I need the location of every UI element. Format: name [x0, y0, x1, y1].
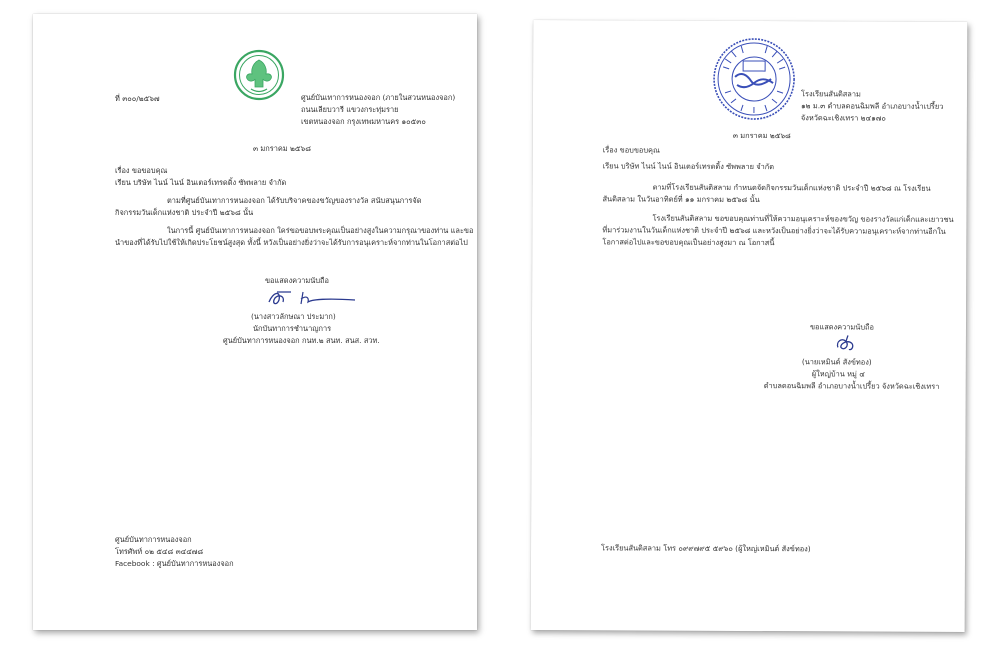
- footer-facebook: Facebook : ศูนย์บันทาการหนองจอก: [115, 559, 234, 568]
- signature-icon: [263, 286, 363, 310]
- recipient-line: เรียน บริษัท ไนน์ ไนน์ อินเตอร์เทรดดิ้ง ซัพพลาย จำกัด: [115, 178, 287, 187]
- signer-organization: ศูนย์บันทาการหนองจอก กนท.๒ สนท. สนส. สวท.: [223, 336, 380, 345]
- letter-date: ๓ มกราคม ๒๕๖๘: [253, 144, 311, 153]
- paragraph-2-line-2: นำของที่ได้รับไปใช้ให้เกิดประโยชน์สูงสุด ทั้งนี้ หวังเป็นอย่างยิ่งว่าจะได้รับการอนุเคราะห์จากท่านในโอกาสต่อไป: [115, 238, 468, 247]
- subject-line: เรื่อง ขอบขอบคุณ: [602, 145, 660, 155]
- school-name: โรงเรียนสันติสลาม: [800, 89, 861, 99]
- paragraph-2-line-3: โอกาสต่อไปและขอขอบคุณเป็นอย่างสูงมา ณ โอกาสนี้: [602, 237, 775, 248]
- paragraph-2-line-2: ที่มาร่วมงานในวันเด็กแห่งชาติ ประจำปี ๒๕๖๘ และหวังเป็นอย่างยิ่งว่าจะได้รับความอนุเคราะห์จากท่านอีกใน: [602, 225, 946, 236]
- paragraph-1-line-2: กิจกรรมวันเด็กแห่งชาติ ประจำปี ๒๕๖๘ นั้น: [115, 208, 254, 217]
- closing-line: ขอแสดงความนับถือ: [265, 276, 329, 285]
- paragraph-1-line-1: ตามที่ศูนย์บันเทาการหนองจอก ได้รับบริจาคของขวัญของรางวัล สนับสนุนการจัด: [167, 196, 422, 205]
- signer-organization: ตำบลดอนฉิมพลี อำเภอบางน้ำเปรี้ยว จังหวัดฉะเชิงเทรา: [763, 381, 940, 391]
- signer-title: นักบันทาการชำนาญการ: [253, 324, 332, 333]
- garuda-seal-icon: [233, 49, 285, 101]
- letter-bangkok-recreation-center: [33, 14, 477, 630]
- letter-santi-salam-school: [531, 20, 968, 632]
- paragraph-1-line-1: ตามที่โรงเรียนสันติสลาม กำหนดจัดกิจกรรมวันเด็กแห่งชาติ ประจำปี ๒๕๖๘ ณ โรงเรียน: [652, 182, 931, 193]
- closing-line: ขอแสดงความนับถือ: [809, 322, 874, 332]
- footer-contact: โรงเรียนสันติสลาม โทร ๐๙๙๗๙๕ ๕๙๖๐ (ผู้ใหญ่เหมินต์ สังข์ทอง): [601, 543, 811, 554]
- footer-organization: ศูนย์บันทาการหนองจอก: [115, 535, 192, 544]
- subject-line: เรื่อง ขอขอบคุณ: [115, 166, 168, 175]
- signature-icon: [832, 333, 862, 355]
- school-address-line-2: จังหวัดฉะเชิงเทรา ๒๔๑๗๐: [800, 113, 886, 123]
- sender-address-line-2: ถนนเลียบวารี แขวงกระทุ่มราย: [301, 105, 399, 114]
- signer-title: ผู้ใหญ่บ้าน หมู่ ๔: [811, 369, 865, 379]
- sender-address-line-3: เขตหนองจอก กรุงเทพมหานคร ๑๐๕๓๐: [301, 117, 426, 126]
- recipient-line: เรียน บริษัท ไนน์ ไนน์ อินเตอร์เทรดดิ้ง ซัพพลาย จำกัด: [602, 161, 775, 172]
- letter-date: ๓ มกราคม ๒๕๖๘: [732, 130, 791, 141]
- sender-address-line-1: ศูนย์บันเทาการหนองจอก (ภายในสวนหนองจอก): [301, 93, 456, 102]
- school-address-line-1: ๑๒ ม.๓ ตำบลดอนฉิมพลี อำเภอบางน้ำเปรี้ยว: [800, 101, 944, 111]
- signer-name: (นางสาวลักษณา ประมาก): [251, 312, 336, 321]
- footer-phone: โทรศัพท์ ๐๒ ๕๔๘ ๓๔๔๗๘: [115, 547, 204, 556]
- school-stamp-icon: [711, 37, 797, 121]
- paragraph-2-line-1: โรงเรียนสันติสลาม ขอขอบคุณท่านที่ให้ความอนุเคราะห์ของขวัญ ของรางวัลแก่เด็กและเยาวชน: [652, 213, 954, 224]
- paragraph-2-line-1: ในการนี้ ศูนย์บันเทาการหนองจอก ใคร่ขอขอบพระคุณเป็นอย่างสูงในความกรุณาของท่าน และขอ: [167, 226, 474, 235]
- paragraph-1-line-2: สันติสลาม ในวันอาทิตย์ที่ ๑๑ มกราคม ๒๕๖๘ นั้น: [602, 194, 760, 205]
- signer-name: (นายเหมินต์ สังข์ทอง): [801, 357, 872, 367]
- document-number: ที่ ๓๐๐/๒๕๖๗: [115, 94, 160, 103]
